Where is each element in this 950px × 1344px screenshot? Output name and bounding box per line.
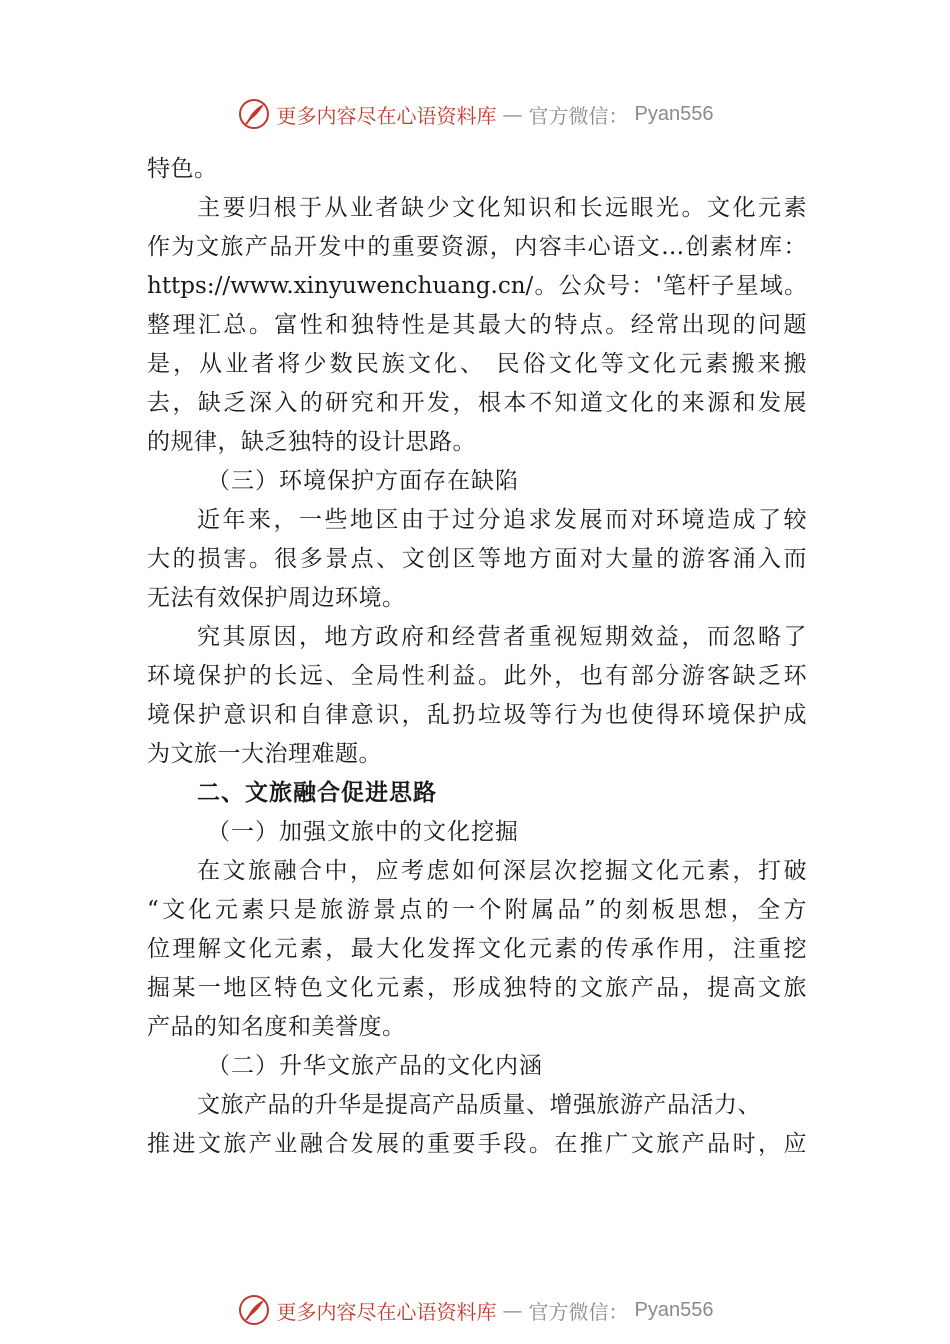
paragraph-line: 环境保护的长远、全局性利益。此外，也有部分游客缺乏环: [147, 663, 807, 689]
watermark-footer: [0, 1288, 950, 1332]
paragraph-line: 大的损害。很多景点、文创区等地方面对大量的游客涌入而: [147, 546, 807, 572]
watermark-label: 官方微信：: [528, 1299, 629, 1324]
paragraph-line: 推进文旅产业融合发展的重要手段。在推广文旅产品时，应: [147, 1131, 807, 1157]
watermark-brand: 更多内容尽在心语资料库: [276, 1299, 497, 1324]
paragraph-line: 产品的知名度和美誉度。: [147, 1014, 406, 1040]
paragraph-line: 掘某一地区特色文化元素，形成独特的文旅产品，提高文旅: [147, 975, 807, 1001]
subsection-heading: （一）加强文旅中的文化挖掘: [207, 819, 519, 845]
watermark-id: Pyan556: [634, 1298, 714, 1321]
subsection-heading: （二）升华文旅产品的文化内涵: [207, 1053, 543, 1079]
paragraph-line: 的规律，缺乏独特的设计思路。: [147, 429, 476, 455]
paragraph-line: 文旅产品的升华是提高产品质量、增强旅游产品活力、: [197, 1092, 761, 1118]
paragraph-line: 是，从业者将少数民族文化、 民俗文化等文化元素搬来搬: [147, 351, 807, 377]
subsection-heading: （三）环境保护方面存在缺陷: [207, 468, 519, 494]
watermark-separator: —: [502, 1298, 523, 1322]
paragraph-line: 近年来，一些地区由于过分追求发展而对环境造成了较: [197, 507, 807, 533]
paragraph-line: 主要归根于从业者缺少文化知识和长远眼光。文化元素: [197, 195, 807, 221]
paragraph-line: 在文旅融合中，应考虑如何深层次挖掘文化元素，打破: [197, 858, 807, 884]
watermark-id: Pyan556: [634, 102, 714, 125]
paragraph-line: 特色。: [147, 156, 218, 182]
watermark-label: 官方微信：: [528, 103, 629, 128]
paragraph-line: 作为文旅产品开发中的重要资源，内容丰心语文…创素材库：: [147, 234, 807, 260]
quill-logo-icon: [237, 97, 271, 131]
paragraph-line: 境保护意识和自律意识，乱扔垃圾等行为也使得环境保护成: [147, 702, 807, 728]
paragraph-line: 位理解文化元素，最大化发挥文化元素的传承作用，注重挖: [147, 936, 807, 962]
paragraph-line: 整理汇总。富性和独特性是其最大的特点。经常出现的问题: [147, 312, 807, 338]
quill-logo-icon: [237, 1293, 271, 1327]
paragraph-line: “文化元素只是旅游景点的一个附属品”的刻板思想，全方: [147, 897, 807, 923]
paragraph-line: 无法有效保护周边环境。: [147, 585, 406, 611]
watermark: [237, 97, 714, 131]
watermark: [237, 1293, 714, 1327]
watermark-separator: —: [502, 102, 523, 126]
paragraph-line: 去，缺乏深入的研究和开发，根本不知道文化的来源和发展: [147, 390, 807, 416]
watermark-brand: 更多内容尽在心语资料库: [276, 103, 497, 128]
watermark-header: [0, 92, 950, 136]
paragraph-line: https://www.xinyuwenchuang.cn/。公众号：'笔杆子星域。: [147, 273, 807, 299]
paragraph-line: 为文旅一大治理难题。: [147, 741, 382, 767]
section-heading: 二、文旅融合促进思路: [197, 780, 437, 806]
paragraph-line: 究其原因，地方政府和经营者重视短期效益，而忽略了: [197, 624, 807, 650]
document-body: [147, 150, 807, 1164]
